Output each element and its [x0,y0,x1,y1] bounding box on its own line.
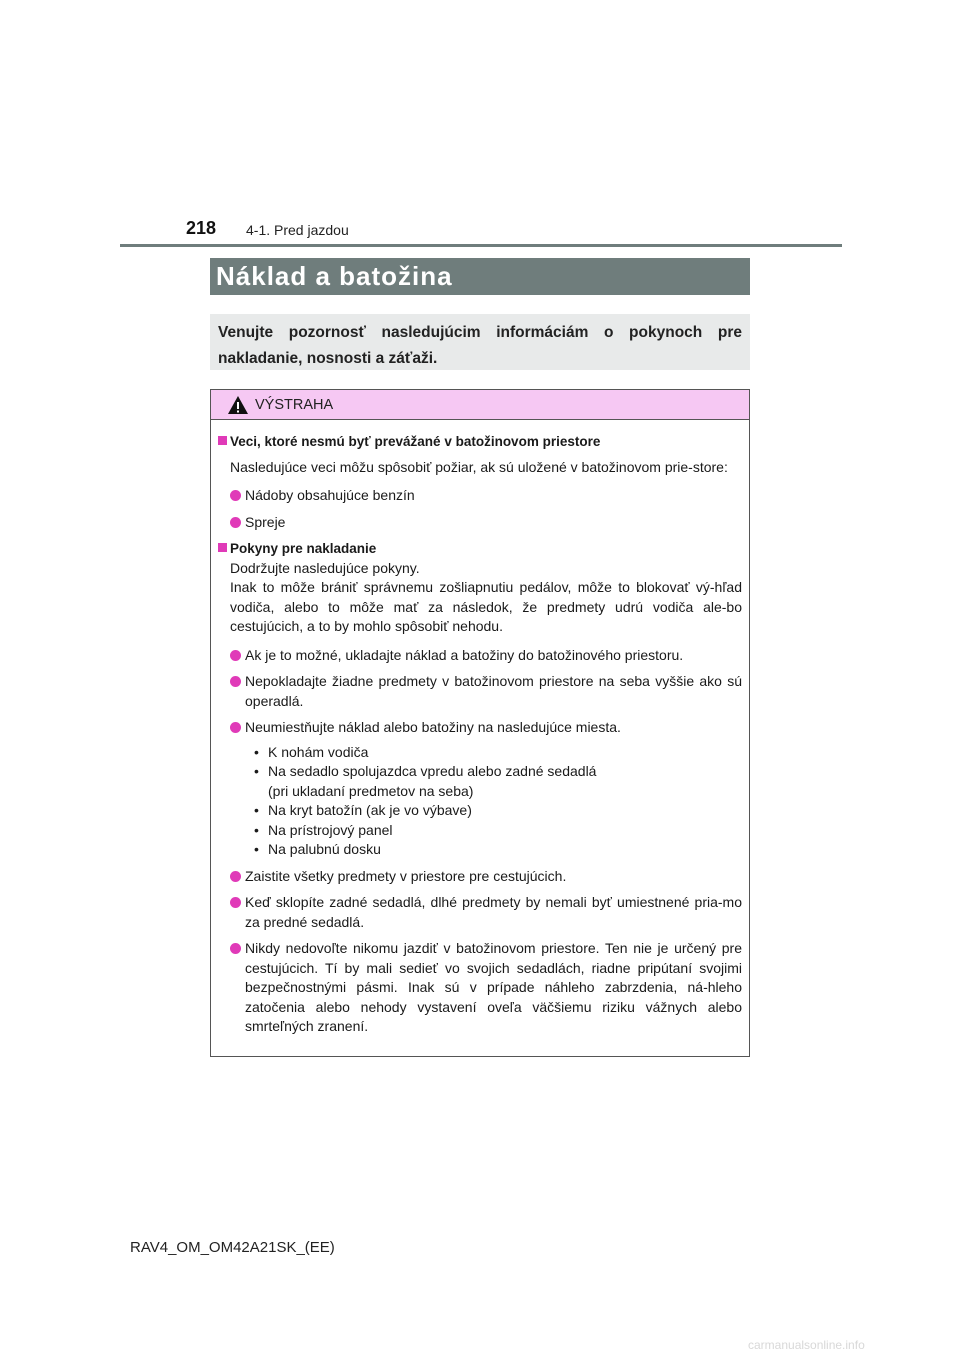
list-item-text: Nádoby obsahujúce benzín [245,487,415,503]
sublist-item [254,743,742,763]
warning-paragraph [230,559,742,637]
warning-box [210,389,750,1057]
circle-bullet-icon [230,490,241,501]
section-label: 4-1. Pred jazdou [246,222,349,238]
sublist-text: Na palubnú dosku [268,841,381,857]
circle-bullet-icon [230,517,241,528]
sublist-item [254,801,742,821]
list-item [230,718,742,738]
warning-label: VÝSTRAHA [255,396,334,413]
sublist-item [254,840,742,860]
circle-bullet-icon [230,650,241,661]
sublist-marker: • [254,802,259,818]
paragraph-line: Dodržujte nasledujúce pokyny. [230,559,420,576]
sublist-marker: • [254,841,259,857]
heading-text: Pokyny pre nakladanie [230,541,377,556]
sublist-text: Na prístrojový panel [268,821,393,838]
list-item [230,939,742,1037]
sublist-text: Na sedadlo spolujazdca vpredu alebo zadné sedadlá [268,763,597,779]
document-code: RAV4_OM_OM42A21SK_(EE) [130,1239,335,1256]
list-item-text: Keď sklopíte zadné sedadlá, dlhé predmety by nemali byť umiestnené pria-mo za predné sedadlá. [245,894,742,930]
intro-text: Venujte pozornosť nasledujúcim informáciám o pokynoch pre nakladanie, nosnosti a záťaži. [218,324,742,367]
square-bullet-icon [218,543,227,552]
page-title: Náklad a batožina [216,261,453,291]
sublist-text: K nohám vodiča [268,743,369,760]
warning-triangle-icon [227,395,249,415]
page-title-bar [210,258,750,295]
warning-paragraph: Nasledujúce veci môžu spôsobiť požiar, ak sú uložené v batožinovom prie-store: [230,458,728,475]
list-item-text: Nikdy nedovoľte nikomu jazdiť v batožinovom priestore. Ten nie je určený pre cestujúcich. Tí by mali sedieť vo svojich sedadlách, riadne pripútaní svojimi bezpečnostnými pásmi. Inak sú v prípade náhleho zabrzdenia, ná-hleho zatočenia alebo nehody vystavení oveľa väčšiemu riziku vážnych alebo smrteľných zranení. [245,940,742,1034]
sublist-marker: • [254,821,259,838]
list-item [230,672,742,711]
warning-header [211,390,749,420]
page-number: 218 [186,218,217,238]
list-item-text: Nepokladajte žiadne predmety v batožinovom priestore na seba vyššie ako sú operadlá. [245,673,742,709]
sublist-item [254,821,742,841]
sublist-marker: • [254,763,259,779]
paragraph-line: Inak to môže brániť správnemu zošliapnutiu pedálov, môže to blokovať vý-hľad vodiča, alebo to môže mať za následok, že predmety udrú vodiča ale-bo cestujúcich, a to by mohlo spôsobiť nehodu. [230,579,742,634]
header-divider [120,244,842,247]
circle-bullet-icon [230,871,241,882]
list-item [230,486,742,506]
circle-bullet-icon [230,897,241,908]
list-item [230,867,742,887]
sublist [254,743,742,860]
watermark: carmanualsonline.info [748,1338,865,1352]
list-item-text: Neumiestňujte náklad alebo batožiny na nasledujúce miesta. [245,719,621,735]
warning-section-heading [218,432,742,452]
list-item-text: Ak je to možné, ukladajte náklad a batožiny do batožinového priestoru. [245,646,684,663]
sublist-item [254,762,742,782]
list-item-text: Zaistite všetky predmety v priestore pre cestujúcich. [245,867,567,884]
square-bullet-icon [218,436,227,445]
intro-box [210,314,750,370]
circle-bullet-icon [230,943,241,954]
sublist-text: Na kryt batožín (ak je vo výbave) [268,802,472,818]
circle-bullet-icon [230,676,241,687]
list-item-text: Spreje [245,513,286,530]
list-item [230,646,742,666]
heading-text: Veci, ktoré nesmú byť prevážané v batožinovom priestore [230,434,601,449]
warning-section-heading [218,539,742,559]
sublist-marker: • [254,743,259,760]
list-item [230,893,742,932]
warning-body [211,420,749,1037]
circle-bullet-icon [230,722,241,733]
sublist-continuation: (pri ukladaní predmetov na seba) [268,782,474,799]
list-item [230,513,742,533]
